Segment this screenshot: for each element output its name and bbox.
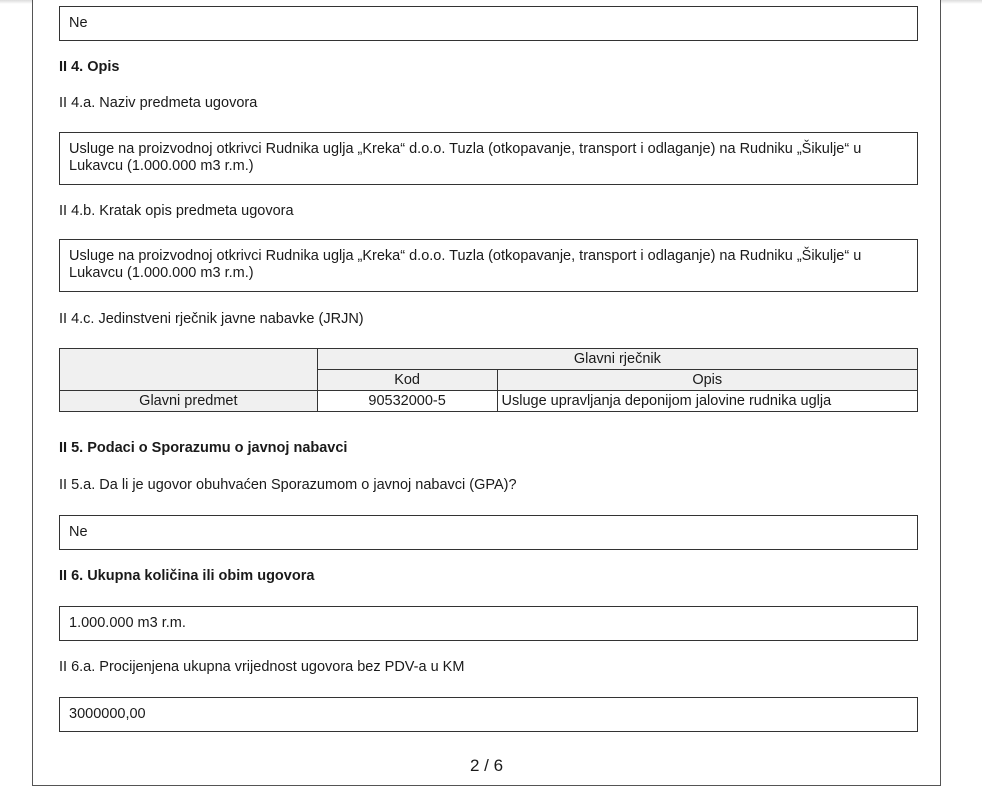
section-5-heading: II 5. Podaci o Sporazumu o javnoj nabavci bbox=[59, 440, 348, 456]
table-empty-header bbox=[60, 349, 318, 391]
section-4b-label: II 4.b. Kratak opis predmeta ugovora bbox=[59, 203, 294, 219]
table-group-header: Glavni rječnik bbox=[317, 349, 917, 370]
table-col-kod: Kod bbox=[317, 370, 497, 391]
section-6-box bbox=[59, 606, 918, 641]
table-row-label: Glavni predmet bbox=[60, 391, 318, 412]
section-6a-value: 3000000,00 bbox=[69, 706, 146, 722]
section-5a-box bbox=[59, 515, 918, 550]
section-5a-value: Ne bbox=[69, 524, 88, 540]
table-cell-kod: 90532000-5 bbox=[317, 391, 497, 412]
jrjn-table bbox=[59, 348, 918, 412]
section-6-heading: II 6. Ukupna količina ili obim ugovora bbox=[59, 568, 315, 584]
table-cell-opis: Usluge upravljanja deponijom jalovine rudnika uglja bbox=[497, 391, 917, 412]
page-indicator: 2 / 6 bbox=[469, 756, 504, 775]
section-5a-label: II 5.a. Da li je ugovor obuhvaćen Sporazumom o javnoj nabavci (GPA)? bbox=[59, 477, 517, 493]
section-6a-box bbox=[59, 697, 918, 732]
document-page bbox=[32, 0, 941, 786]
previous-answer-box bbox=[59, 6, 918, 41]
section-6a-label: II 6.a. Procijenjena ukupna vrijednost ugovora bez PDV-a u KM bbox=[59, 659, 465, 675]
previous-answer-value: Ne bbox=[69, 15, 88, 31]
section-4b-box bbox=[59, 239, 918, 292]
section-4a-box bbox=[59, 132, 918, 185]
section-6-value: 1.000.000 m3 r.m. bbox=[69, 615, 186, 631]
section-4a-value: Usluge na proizvodnoj otkrivci Rudnika uglja „Kreka“ d.o.o. Tuzla (otkopavanje, transport i odlaganje) na Rudniku „Šikulje“ u Lukavcu (1.000.000 m3 r.m.) bbox=[69, 141, 862, 174]
table-col-opis: Opis bbox=[497, 370, 917, 391]
section-4a-label: II 4.a. Naziv predmeta ugovora bbox=[59, 95, 258, 111]
section-4b-value: Usluge na proizvodnoj otkrivci Rudnika uglja „Kreka“ d.o.o. Tuzla (otkopavanje, transport i odlaganje) na Rudniku „Šikulje“ u Lukavcu (1.000.000 m3 r.m.) bbox=[69, 248, 862, 281]
section-4-heading: II 4. Opis bbox=[59, 59, 120, 75]
table-row bbox=[60, 391, 918, 412]
section-4c-label: II 4.c. Jedinstveni rječnik javne nabavke (JRJN) bbox=[59, 311, 364, 327]
